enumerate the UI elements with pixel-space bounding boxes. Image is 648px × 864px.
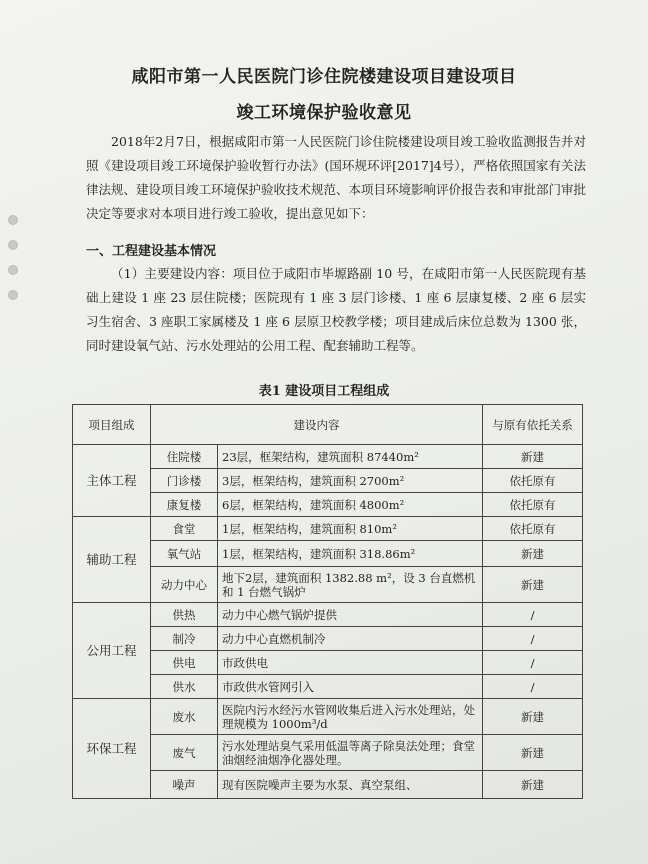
building-name-cell: 门诊楼: [151, 469, 218, 493]
relation-cell: /: [483, 627, 583, 651]
binding-hole: [8, 240, 18, 250]
document-title-line-1: 咸阳市第一人民医院门诊住院楼建设项目建设项目: [131, 67, 517, 87]
table-row: [73, 603, 583, 627]
relation-cell: 依托原有: [483, 493, 583, 517]
content-cell: 6层，框架结构，建筑面积 4800m²: [218, 493, 483, 517]
binding-hole: [8, 215, 18, 225]
content-cell: 医院内污水经污水管网收集后进入污水处理站，处理规模为 1000m³/d: [218, 699, 483, 735]
relation-cell: 依托原有: [483, 517, 583, 541]
category-cell: 环保工程: [73, 699, 151, 799]
building-name-cell: 康复楼: [151, 493, 218, 517]
building-name-cell: 噪声: [151, 771, 218, 799]
relation-cell: 新建: [483, 567, 583, 603]
content-cell: 3层，框架结构，建筑面积 2700m²: [218, 469, 483, 493]
relation-cell: 依托原有: [483, 469, 583, 493]
building-name-cell: 供电: [151, 651, 218, 675]
content-cell: 动力中心直燃机制冷: [218, 627, 483, 651]
building-name-cell: 食堂: [151, 517, 218, 541]
table-header-row: [73, 405, 583, 445]
table-row: [73, 445, 583, 469]
construction-content-paragraph: （1）主要建设内容：项目位于咸阳市毕塬路副 10 号，在咸阳市第一人民医院现有基础上建设 1 座 23 层住院楼；医院现有 1 座 3 层门诊楼、1 座 6 层康复楼、2 座 6 层实习生宿舍、3 座职工家属楼及 1 座 6 层原卫校教学楼；项目建成后床位总数为 1300 张，同时建设氧气站、污水处理站的公用工程、配套辅助工程等。: [86, 266, 586, 353]
content-cell: 1层，框架结构，建筑面积 810m²: [218, 517, 483, 541]
building-name-cell: 供热: [151, 603, 218, 627]
intro-paragraph: 2018年2月7日，根据咸阳市第一人民医院门诊住院楼建设项目竣工验收监测报告并对照《建设项目竣工环境保护验收暂行办法》(国环规环评[2017]4号），严格依照国家有关法律法规、建设项目竣工环境保护验收技术规范、本项目环境影响评价报告表和审批部门审批决定等要求对本项目进行竣工验收，提出意见如下：: [86, 134, 587, 221]
binding-hole: [8, 290, 18, 300]
relation-cell: /: [483, 675, 583, 699]
category-cell: 公用工程: [73, 603, 151, 699]
building-name-cell: 动力中心: [151, 567, 218, 603]
relation-cell: /: [483, 603, 583, 627]
building-name-cell: 住院楼: [151, 445, 218, 469]
content-cell: 地下2层，建筑面积 1382.88 m²，设 3 台直燃机和 1 台燃气锅炉: [218, 567, 483, 603]
relation-cell: 新建: [483, 541, 583, 567]
content-cell: 污水处理站臭气采用低温等离子除臭法处理；食堂油烟经油烟净化器处理。: [218, 735, 483, 771]
header-content: 建设内容: [151, 405, 483, 445]
relation-cell: /: [483, 651, 583, 675]
building-name-cell: 废水: [151, 699, 218, 735]
relation-cell: 新建: [483, 735, 583, 771]
relation-cell: 新建: [483, 445, 583, 469]
category-cell: 辅助工程: [73, 517, 151, 603]
content-cell: 动力中心燃气锅炉提供: [218, 603, 483, 627]
document-title-line-2: 竣工环境保护验收意见: [236, 103, 412, 123]
category-cell: 主体工程: [73, 445, 151, 517]
building-name-cell: 氧气站: [151, 541, 218, 567]
content-cell: 市政供水管网引入: [218, 675, 483, 699]
table-row: [73, 699, 583, 735]
building-name-cell: 供水: [151, 675, 218, 699]
relation-cell: 新建: [483, 699, 583, 735]
building-name-cell: 制冷: [151, 627, 218, 651]
content-cell: 1层，框架结构，建筑面积 318.86m²: [218, 541, 483, 567]
content-cell: 市政供电: [218, 651, 483, 675]
relation-cell: 新建: [483, 771, 583, 799]
section-heading: 一、工程建设基本情况: [86, 244, 217, 259]
project-composition-table: [72, 404, 583, 799]
content-cell: 现有医院噪声主要为水泵、真空泵组、: [218, 771, 483, 799]
table-caption: 表1 建设项目工程组成: [258, 384, 390, 399]
building-name-cell: 废气: [151, 735, 218, 771]
binding-hole: [8, 265, 18, 275]
table-row: [73, 517, 583, 541]
content-cell: 23层，框架结构，建筑面积 87440m²: [218, 445, 483, 469]
header-project-group: 项目组成: [73, 405, 151, 445]
header-relation: 与原有依托关系: [483, 405, 583, 445]
